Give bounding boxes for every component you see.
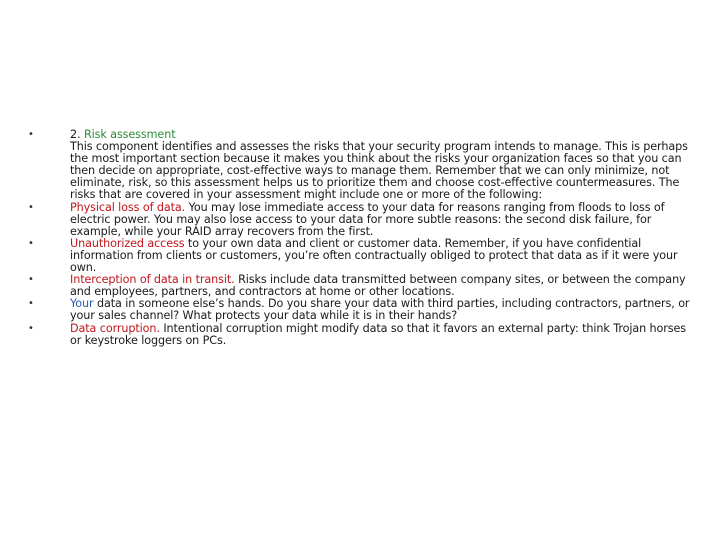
item-text: to your own data and client or customer data. Remember, if you have confidential information from clients or customers, you’re often contractually obliged to protect that data as if it were your own.	[70, 236, 678, 275]
list-item-third-party	[28, 298, 700, 322]
item-term: Interception of data in transit.	[70, 273, 235, 287]
item-term: Risk assessment	[83, 128, 176, 141]
list-item-risk-assessment	[28, 129, 700, 202]
item-number: 2.	[70, 128, 84, 141]
item-text: Intentional corruption might modify data so that it favors an external party: think Trojan horses or keystroke loggers on PCs.	[70, 321, 687, 347]
bullet-dot-icon: •	[28, 237, 34, 249]
list-item-data-corruption	[28, 323, 700, 347]
bullet-dot-icon: •	[28, 274, 34, 286]
bullet-dot-icon: •	[28, 129, 34, 140]
bullet-dot-icon: •	[28, 322, 34, 334]
list-item-interception	[28, 274, 700, 298]
item-text: You may lose immediate access to your data for reasons ranging from floods to loss of electric power. You may also lose access to your data for more subtle reasons: the second disk failure, for example, while your RAID array recovers from the first.	[70, 200, 665, 238]
bullet-list	[28, 129, 700, 347]
list-item-unauthorized-access	[28, 238, 700, 274]
item-term: Your	[70, 297, 94, 311]
bullet-dot-icon: •	[28, 201, 34, 213]
item-term: Data corruption.	[70, 321, 160, 335]
item-term: Physical loss of data.	[70, 200, 186, 214]
item-text: This component identifies and assesses the risks that your security program intends to manage. This is perhaps the most important section because it makes you think about the risks your organization faces so that you can then decide on appropriate, cost-effective ways to manage them. Remember that we can only minimize, not eliminate, risk, so this assessment helps us to prioritize them and choose cost-effective countermeasures. The risks that are covered in your assessment might include one or more of the following:	[70, 140, 688, 202]
item-text: data in someone else’s hands. Do you share your data with third parties, including contractors, partners, or your sales channel? What protects your data while it is in their hands?	[70, 297, 690, 323]
list-item-physical-loss	[28, 202, 700, 238]
item-text: Risks include data transmitted between company sites, or between the company and employees, partners, and contractors at home or other locations.	[70, 273, 686, 299]
bullet-dot-icon: •	[28, 298, 34, 310]
item-term: Unauthorized access	[70, 236, 185, 250]
